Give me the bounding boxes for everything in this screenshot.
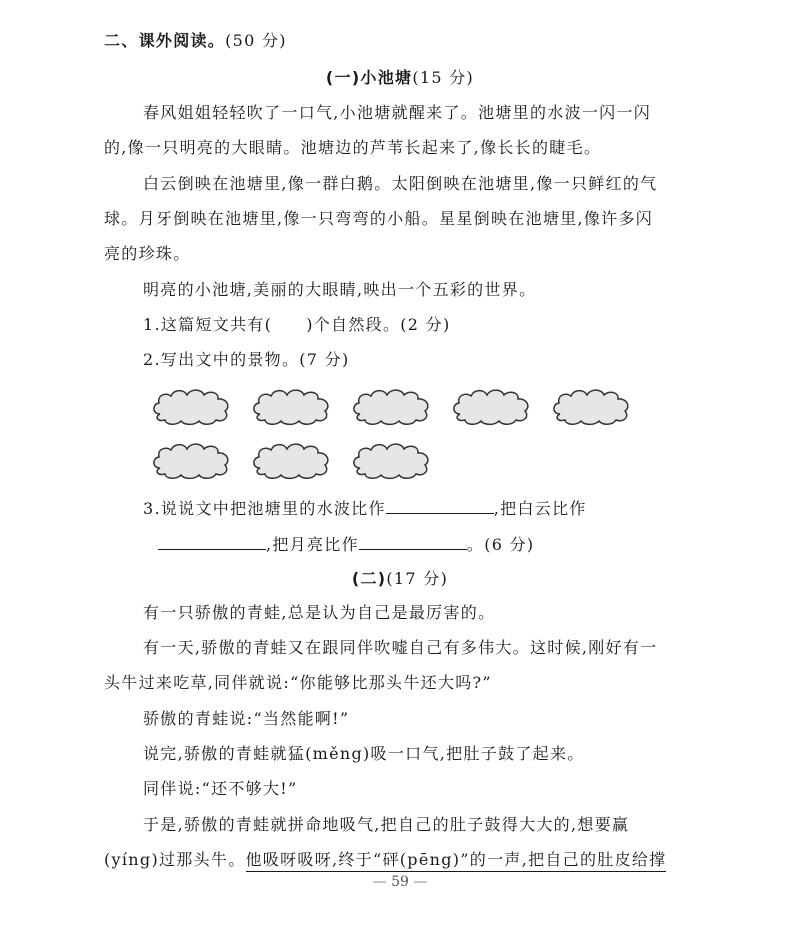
question-3-text-4: 。(6 分) — [466, 535, 535, 554]
cloud-answer-box[interactable] — [250, 438, 334, 482]
passage2-paragraph-line: 骄傲的青蛙说:“当然能啊!” — [143, 709, 350, 728]
passage2-heading — [0, 569, 800, 589]
question-1 — [143, 315, 672, 335]
question-3-text-3: ,把月亮比作 — [266, 535, 359, 554]
question-2: 2.写出文中的景物。(7 分) — [143, 350, 350, 369]
scenery-answer-clouds — [150, 374, 650, 484]
question-3-blank-water[interactable] — [386, 497, 494, 514]
passage2-paragraph-line: 于是,骄傲的青蛙就拼命地吸气,把自己的肚子鼓得大大的,想要赢 — [143, 815, 630, 834]
cloud-answer-box[interactable] — [150, 438, 234, 482]
question-3-blank-moon[interactable] — [359, 533, 467, 550]
passage2-paragraph-line: 说完,骄傲的青蛙就猛(měng)吸一口气,把肚子鼓了起来。 — [143, 744, 585, 763]
passage2-points: (17 分) — [386, 569, 449, 588]
question-1-text-after: )个自然段。(2 分) — [306, 315, 451, 334]
footer-dash-left: — — [372, 874, 387, 890]
passage1-paragraph-line: 的,像一只明亮的大眼睛。池塘边的芦苇长起来了,像长长的睫毛。 — [104, 138, 602, 157]
passage1-paragraph-line: 白云倒映在池塘里,像一群白鹅。太阳倒映在池塘里,像一只鲜红的气 — [143, 174, 658, 193]
cloud-answer-box[interactable] — [150, 384, 234, 428]
passage1-paragraph-line: 球。月牙倒映在池塘里,像一只弯弯的小船。星星倒映在池塘里,像许多闪 — [104, 209, 654, 228]
cloud-answer-box[interactable] — [250, 384, 334, 428]
passage2-paragraph-line: 同伴说:“还不够大!” — [143, 779, 298, 798]
passage2-paragraph-line: 有一天,骄傲的青蛙又在跟同伴吹嘘自己有多伟大。这时候,刚好有一 — [143, 638, 658, 657]
question-3-line-1 — [143, 497, 672, 519]
question-3-text-1: 3.说说文中把池塘里的水波比作 — [143, 499, 386, 518]
passage2-paragraph-line: 有一只骄傲的青蛙,总是认为自己是最厉害的。 — [143, 603, 496, 622]
passage2-paragraph-line: 头牛过来吃草,同伴就说:“你能够比那头牛还大吗?” — [104, 673, 492, 692]
passage2-last-line-plain: (yíng)过那头牛。 — [104, 850, 246, 869]
passage1-title: (一)小池塘 — [325, 68, 413, 87]
footer-dash-right: — — [413, 874, 428, 890]
cloud-answer-box[interactable] — [450, 384, 534, 428]
passage2-last-line-underlined: 他吸呀吸呀,终于“砰(pēng)”的一声,把自己的肚皮给撑 — [246, 850, 667, 872]
cloud-answer-box[interactable] — [550, 384, 634, 428]
cloud-answer-box[interactable] — [350, 438, 434, 482]
passage1-heading — [0, 68, 800, 88]
question-3-line-2 — [158, 533, 672, 555]
cloud-answer-box[interactable] — [350, 384, 434, 428]
page-footer — [0, 874, 800, 890]
passage1-paragraph-line: 春风姐姐轻轻吹了一口气,小池塘就醒来了。池塘里的水波一闪一闪 — [143, 103, 652, 122]
passage1-paragraph-line: 明亮的小池塘,美丽的大眼睛,映出一个五彩的世界。 — [143, 280, 537, 299]
question-1-text-before: 1.这篇短文共有( — [143, 315, 273, 334]
question-3-blank-cloud[interactable] — [158, 533, 266, 550]
passage2-last-line — [104, 850, 672, 870]
question-3-text-2: ,把白云比作 — [493, 499, 587, 518]
passage2-title: (二) — [351, 569, 387, 588]
passage1-paragraph-line: 亮的珍珠。 — [104, 244, 191, 263]
passage1-points: (15 分) — [412, 68, 475, 87]
section-title: 二、课外阅读。 — [104, 31, 226, 50]
section-points: (50 分) — [225, 31, 287, 50]
section-heading — [104, 31, 672, 51]
page-number: 59 — [391, 874, 409, 890]
